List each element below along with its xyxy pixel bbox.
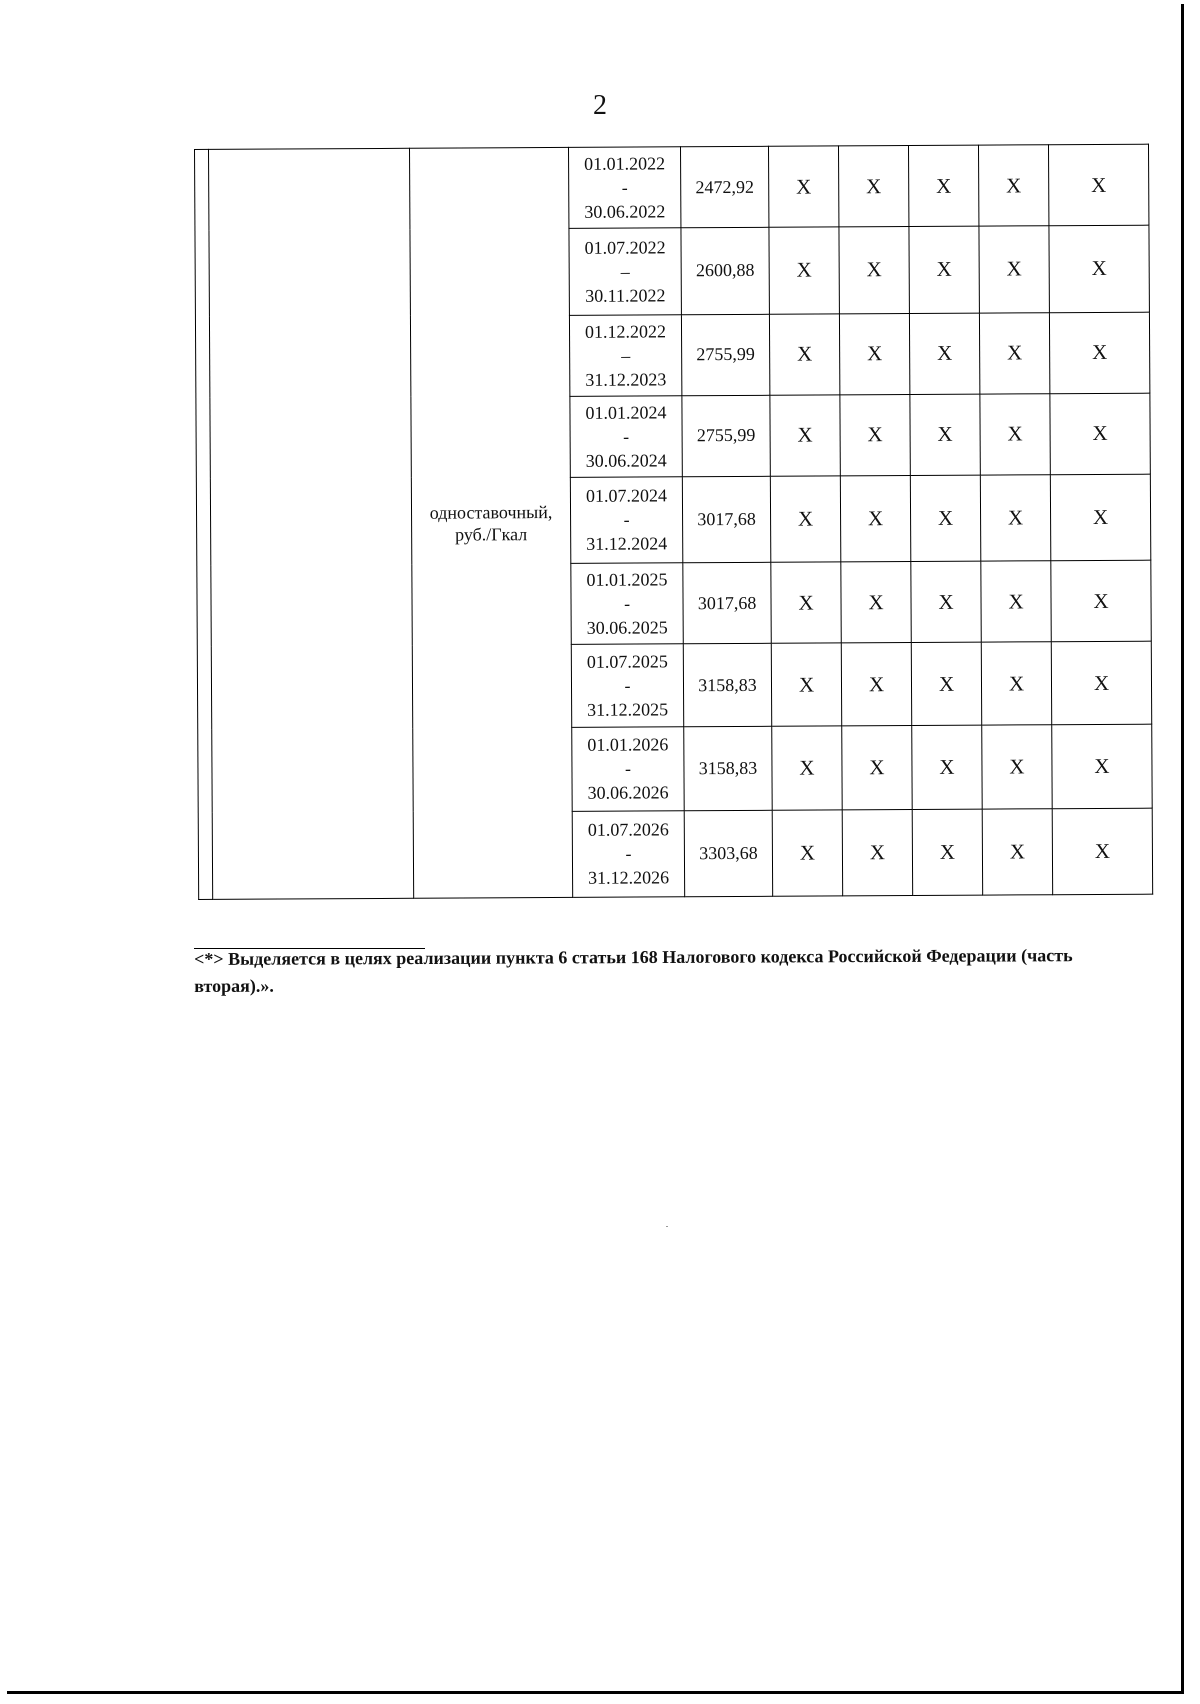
period-separator: - [624, 675, 631, 696]
organization-column-cell [209, 148, 414, 899]
x-mark-cell: X [1052, 724, 1152, 808]
x-mark-cell: X [909, 313, 979, 394]
x-mark-cell: X [982, 808, 1052, 895]
x-mark-cell: X [980, 393, 1050, 474]
period-separator: – [621, 345, 631, 366]
x-mark-cell: X [838, 146, 908, 227]
x-mark-cell: X [912, 725, 982, 809]
period-end: 30.06.2022 [584, 201, 666, 222]
period-start: 01.12.2022 [584, 320, 667, 342]
period-cell [569, 314, 681, 396]
x-mark-cell: X [908, 145, 978, 226]
x-mark-cell: X [842, 726, 912, 810]
period-separator: - [624, 758, 632, 779]
period-start: 01.07.2025 [586, 651, 668, 673]
x-mark-cell: X [769, 313, 839, 394]
tariff-value-cell: 2600,88 [681, 227, 769, 314]
period-start: 01.01.2022 [584, 153, 666, 174]
x-mark-cell: X [981, 561, 1051, 642]
period-cell [571, 644, 683, 728]
period-cell [569, 228, 681, 315]
period-end: 30.11.2022 [585, 285, 666, 306]
period-cell [572, 727, 684, 811]
x-mark-cell: X [840, 475, 910, 562]
period-separator: - [623, 593, 631, 614]
tariff-value-cell: 2755,99 [681, 314, 769, 396]
x-mark-cell: X [842, 809, 912, 896]
x-mark-cell: X [1049, 225, 1149, 312]
x-mark-cell: X [979, 312, 1049, 393]
period-start: 01.07.2022 [584, 237, 666, 258]
period-separator: - [621, 177, 628, 198]
tariff-value-cell: 3017,68 [683, 562, 771, 644]
period-end: 31.12.2024 [586, 533, 668, 555]
tariff-value-cell: 3158,83 [684, 727, 772, 811]
x-mark-cell: X [770, 475, 840, 562]
page-number: 2 [593, 90, 607, 121]
x-mark-cell: X [911, 561, 981, 642]
x-mark-cell: X [910, 475, 980, 562]
x-mark-cell: X [1051, 641, 1151, 725]
x-mark-cell: X [912, 809, 982, 896]
period-separator: - [623, 509, 630, 530]
period-separator: – [620, 261, 630, 282]
period-start: 01.01.2026 [587, 734, 669, 756]
period-cell [568, 147, 680, 229]
period-end: 30.06.2025 [586, 617, 668, 638]
x-mark-cell: X [839, 227, 909, 314]
x-mark-cell: X [1048, 144, 1148, 226]
period-end: 30.06.2024 [585, 449, 667, 471]
x-mark-cell: X [910, 394, 980, 475]
tariff-type-label: одноставочный, руб./Гкал [429, 501, 553, 545]
period-end: 31.12.2023 [585, 368, 667, 390]
x-mark-cell: X [911, 642, 981, 726]
x-mark-cell: X [771, 562, 841, 643]
x-mark-cell: X [1049, 312, 1149, 394]
x-mark-cell: X [841, 562, 911, 643]
period-start: 01.01.2024 [585, 401, 667, 423]
tariff-type-cell [409, 147, 572, 898]
x-mark-cell: X [840, 394, 910, 475]
x-mark-cell: X [839, 313, 909, 394]
tariff-value-cell: 3017,68 [682, 476, 770, 563]
x-mark-cell: X [981, 642, 1051, 726]
period-start: 01.07.2026 [587, 819, 669, 841]
x-mark-cell: X [768, 146, 838, 227]
x-mark-cell: X [982, 725, 1052, 809]
tariff-value-cell: 3158,83 [683, 643, 771, 727]
table-row [195, 144, 1149, 230]
period-end: 31.12.2026 [588, 867, 670, 889]
period-end: 31.12.2025 [587, 699, 669, 721]
tariff-table-body [195, 144, 1153, 899]
period-start: 01.07.2024 [585, 485, 667, 507]
x-mark-cell: X [841, 643, 911, 727]
period-separator: - [623, 426, 630, 447]
tariff-table [194, 144, 1153, 900]
x-mark-cell: X [980, 474, 1050, 561]
period-cell [570, 395, 682, 477]
x-mark-cell: X [769, 227, 839, 314]
footnote: <*> Выделяется в целях реализации пункта 6 статьи 168 Налогового кодекса Российской Федерации (часть вторая).». [194, 945, 1073, 996]
x-mark-cell: X [1050, 393, 1150, 475]
scan-speck [666, 1226, 668, 1227]
period-separator: - [625, 843, 632, 864]
x-mark-cell: X [772, 809, 842, 896]
x-mark-cell: X [772, 726, 842, 810]
tariff-value-cell: 2472,92 [680, 146, 768, 228]
x-mark-cell: X [978, 145, 1048, 226]
x-mark-cell: X [909, 226, 979, 313]
x-mark-cell: X [1052, 808, 1152, 895]
period-end: 30.06.2026 [587, 782, 669, 804]
x-mark-cell: X [1051, 560, 1151, 642]
period-cell [571, 563, 683, 645]
tariff-value-cell: 2755,99 [682, 395, 770, 477]
x-mark-cell: X [771, 643, 841, 727]
period-cell [572, 810, 684, 897]
tariff-value-cell: 3303,68 [684, 810, 772, 897]
period-start: 01.01.2025 [586, 569, 668, 590]
period-cell [570, 476, 682, 563]
x-mark-cell: X [770, 394, 840, 475]
x-mark-cell: X [979, 226, 1049, 313]
x-mark-cell: X [1050, 474, 1150, 561]
